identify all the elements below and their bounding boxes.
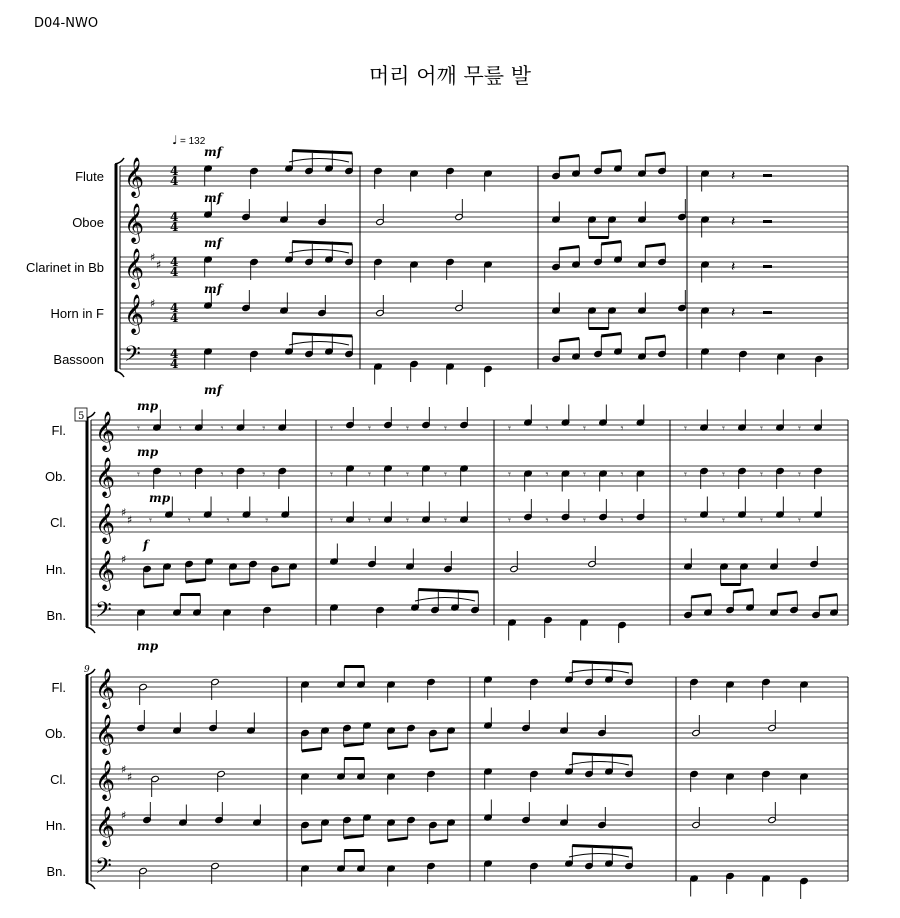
bass-clef-icon: 𝄢 <box>95 598 112 628</box>
document-id: D04-NWO <box>34 16 99 31</box>
instrument-label: Hn. <box>45 818 66 833</box>
note-beam <box>691 595 711 598</box>
note-beam <box>430 749 448 752</box>
time-signature-denominator: 4 <box>170 174 179 188</box>
treble-clef-icon: 𝄞 <box>124 248 145 288</box>
time-signature-numerator: 4 <box>170 210 179 224</box>
note-beam <box>272 585 290 588</box>
eighth-rest: 𝄾 <box>220 468 224 481</box>
quarter-rest: 𝄽 <box>731 214 736 230</box>
note-beam <box>572 846 632 849</box>
instrument-label: Cl. <box>50 515 66 530</box>
dynamic-marking: mf <box>204 383 222 397</box>
bracket-hook-bottom <box>86 883 95 889</box>
note-beam <box>302 749 322 752</box>
note-beam <box>733 590 753 593</box>
eighth-rest: 𝄾 <box>220 422 224 435</box>
note-beam <box>559 339 579 342</box>
note-beam <box>601 242 621 245</box>
slur <box>289 250 349 254</box>
eighth-rest: 𝄾 <box>798 514 801 527</box>
note-beam <box>645 153 665 156</box>
instrument-label: Horn in F <box>50 306 104 321</box>
key-sharp: ♯ <box>121 763 127 776</box>
treble-clef-icon: 𝄞 <box>95 714 116 754</box>
eighth-rest: 𝄾 <box>760 422 763 435</box>
instrument-label: Ob. <box>45 469 66 484</box>
eighth-rest: 𝄾 <box>368 468 371 481</box>
bracket-hook-bottom <box>86 627 95 633</box>
quarter-rest: 𝄽 <box>731 168 736 184</box>
eighth-rest: 𝄾 <box>330 468 333 481</box>
eighth-rest: 𝄾 <box>583 468 586 481</box>
treble-clef-icon: 𝄞 <box>95 760 116 800</box>
eighth-rest: 𝄾 <box>368 514 371 527</box>
eighth-rest: 𝄾 <box>684 468 687 481</box>
eighth-rest: 𝄾 <box>508 468 511 481</box>
eighth-rest: 𝄾 <box>262 468 266 481</box>
instrument-label: Hn. <box>45 562 66 577</box>
eighth-rest: 𝄾 <box>149 514 152 527</box>
time-signature-denominator: 4 <box>170 220 179 234</box>
eighth-rest: 𝄾 <box>620 468 624 481</box>
dynamic-marking: mf <box>204 282 222 296</box>
instrument-label: Clarinet in Bb <box>25 260 104 275</box>
note-beam <box>819 595 837 598</box>
note-beam <box>418 590 478 593</box>
eighth-rest: 𝄾 <box>187 514 191 527</box>
eighth-rest: 𝄾 <box>722 422 725 435</box>
note-beam <box>601 151 621 154</box>
key-sharp: ♯ <box>127 770 133 784</box>
instrument-label: Bn. <box>46 608 66 623</box>
slur <box>415 598 475 602</box>
bracket-hook-bottom <box>115 371 124 377</box>
eighth-rest: 𝄾 <box>444 468 447 481</box>
eighth-rest: 𝄾 <box>722 468 725 481</box>
half-rest <box>763 174 772 177</box>
instrument-label: Flute <box>75 169 104 184</box>
slur <box>289 159 349 163</box>
note-beam <box>144 585 164 588</box>
score-title: 머리 어깨 무릎 발 <box>368 64 532 88</box>
note-beam <box>344 744 364 747</box>
notes <box>137 151 839 900</box>
note-beam <box>572 662 632 665</box>
note-beam <box>388 838 408 841</box>
note-beam <box>645 244 665 247</box>
eighth-rest: 𝄾 <box>330 514 333 527</box>
eighth-rest: 𝄾 <box>583 514 586 527</box>
treble-clef-icon: 𝄞 <box>95 668 116 708</box>
tempo-note-icon: ♩ <box>172 133 178 147</box>
eighth-rest: 𝄾 <box>583 422 586 435</box>
key-sharp: ♯ <box>150 251 156 264</box>
eighth-rest: 𝄾 <box>137 468 140 481</box>
note-beam <box>186 580 206 583</box>
note-beam <box>292 334 352 337</box>
eighth-rest: 𝄾 <box>798 468 801 481</box>
note-beam <box>430 841 448 844</box>
dynamic-marking: mf <box>204 145 222 159</box>
note-beam <box>572 754 632 757</box>
note-beam <box>601 334 621 337</box>
eighth-rest: 𝄾 <box>137 422 140 435</box>
time-signature-numerator: 4 <box>170 301 179 315</box>
eighth-rest: 𝄾 <box>262 422 266 435</box>
eighth-rest: 𝄾 <box>444 514 447 527</box>
dynamic-marking: mp <box>149 491 171 505</box>
instrument-label: Fl. <box>51 680 66 695</box>
slur <box>569 762 629 766</box>
eighth-rest: 𝄾 <box>760 468 763 481</box>
eighth-rest: 𝄾 <box>722 514 725 527</box>
eighth-rest: 𝄾 <box>406 514 409 527</box>
half-rest <box>763 311 772 314</box>
eighth-rest: 𝄾 <box>620 422 624 435</box>
measure-number: 5 <box>78 411 85 422</box>
time-signature-numerator: 4 <box>170 164 179 178</box>
key-sharp: ♯ <box>121 809 127 822</box>
quarter-rest: 𝄽 <box>731 259 736 275</box>
dynamic-marking: mp <box>137 639 159 653</box>
instrument-label: Fl. <box>51 423 66 438</box>
note-beam <box>302 841 322 844</box>
time-signature-denominator: 4 <box>170 265 179 279</box>
eighth-rest: 𝄾 <box>545 514 549 527</box>
dynamic-marking: mf <box>204 236 222 250</box>
eighth-rest: 𝄾 <box>368 422 371 435</box>
instrument-label: Bassoon <box>53 352 104 367</box>
slur <box>569 670 629 674</box>
key-sharp: ♯ <box>156 258 162 272</box>
eighth-rest: 𝄾 <box>760 514 763 527</box>
measure-number: 9 <box>84 665 90 675</box>
treble-clef-icon: 𝄞 <box>95 503 116 543</box>
eighth-rest: 𝄾 <box>545 468 549 481</box>
eighth-rest: 𝄾 <box>265 514 269 527</box>
key-sharp: ♯ <box>127 513 133 527</box>
time-signature-numerator: 4 <box>170 347 179 361</box>
eighth-rest: 𝄾 <box>406 468 409 481</box>
treble-clef-icon: 𝄞 <box>124 203 145 243</box>
treble-clef-icon: 𝄞 <box>95 550 116 590</box>
time-signature-numerator: 4 <box>170 255 179 269</box>
eighth-rest: 𝄾 <box>508 422 511 435</box>
eighth-rest: 𝄾 <box>508 514 511 527</box>
eighth-rest: 𝄾 <box>178 422 182 435</box>
eighth-rest: 𝄾 <box>798 422 801 435</box>
treble-clef-icon: 𝄞 <box>95 457 116 497</box>
slur <box>569 854 629 858</box>
treble-clef-icon: 𝄞 <box>95 411 116 451</box>
treble-clef-icon: 𝄞 <box>95 806 116 846</box>
note-beam <box>388 746 408 749</box>
time-signature-denominator: 4 <box>170 311 179 325</box>
instrument-label: Oboe <box>72 215 104 230</box>
slur <box>289 342 349 346</box>
eighth-rest: 𝄾 <box>444 422 447 435</box>
dynamic-marking: mp <box>137 445 159 459</box>
instrument-label: Ob. <box>45 726 66 741</box>
instrument-label: Cl. <box>50 772 66 787</box>
dynamic-marking: f <box>143 538 149 552</box>
treble-clef-icon: 𝄞 <box>124 157 145 197</box>
time-signature-denominator: 4 <box>170 357 179 371</box>
eighth-rest: 𝄾 <box>406 422 409 435</box>
note-beam <box>344 836 364 839</box>
note-beam <box>292 242 352 245</box>
bass-clef-icon: 𝄢 <box>124 342 141 372</box>
note-beam <box>559 156 579 159</box>
key-sharp: ♯ <box>121 553 127 566</box>
eighth-rest: 𝄾 <box>684 514 687 527</box>
instrument-label: Bn. <box>46 864 66 879</box>
tempo-marking: = 132 <box>180 136 206 147</box>
eighth-rest: 𝄾 <box>620 514 624 527</box>
note-beam <box>645 336 665 339</box>
note-beam <box>559 247 579 250</box>
quarter-rest: 𝄽 <box>731 305 736 321</box>
bass-clef-icon: 𝄢 <box>95 854 112 884</box>
treble-clef-icon: 𝄞 <box>124 294 145 334</box>
note-beam <box>292 151 352 154</box>
note-beam <box>230 582 250 585</box>
half-rest <box>763 265 772 268</box>
eighth-rest: 𝄾 <box>684 422 687 435</box>
eighth-rest: 𝄾 <box>545 422 549 435</box>
dynamic-marking: mp <box>137 399 159 413</box>
key-sharp: ♯ <box>150 297 156 310</box>
note-beam <box>777 592 797 595</box>
eighth-rest: 𝄾 <box>330 422 333 435</box>
eighth-rest: 𝄾 <box>226 514 230 527</box>
dynamic-marking: mf <box>204 191 222 205</box>
eighth-rest: 𝄾 <box>178 468 182 481</box>
half-rest <box>763 220 772 223</box>
bracket-hook-top <box>115 158 124 164</box>
key-sharp: ♯ <box>121 506 127 519</box>
